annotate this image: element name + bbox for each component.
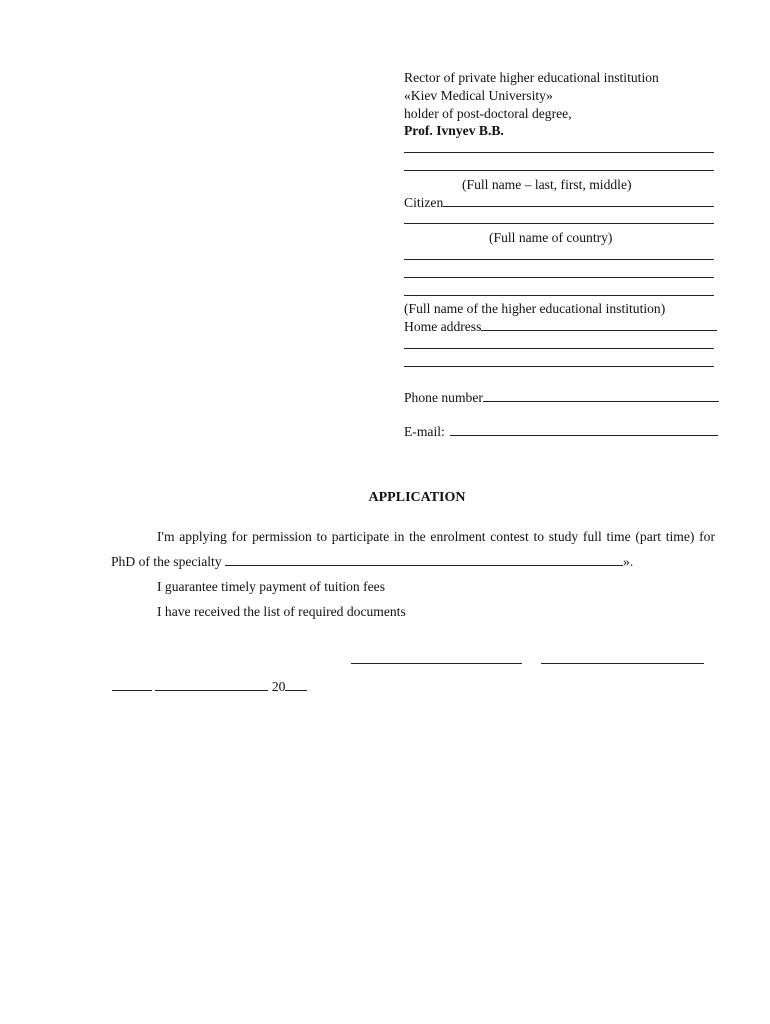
citizen-field[interactable] [443,206,714,207]
home-address-row[interactable] [404,318,717,336]
documents-received: I have received the list of required documents [157,604,406,619]
full-name-field-2[interactable] [404,158,724,176]
home-address-field-3[interactable] [404,354,724,372]
home-address-label: Home address [404,319,482,335]
country-caption: (Full name of country) [489,230,613,246]
application-statement: I'm applying for permission to participate in the enrolment contest to study full time (part time) for PhD of the specialty [111,529,715,569]
specialty-close: ». [623,554,634,569]
phone-field[interactable] [483,401,719,402]
rector-title: Rector of private higher educational institution [404,70,659,85]
home-address-field[interactable] [481,330,717,331]
signature-field[interactable] [351,663,522,664]
email-field[interactable] [450,435,718,436]
name-signature-field[interactable] [541,663,704,664]
university-name: «Kiev Medical University» [404,87,553,103]
year-field[interactable] [285,678,307,691]
phone-label: Phone number [404,389,483,405]
institution-caption: (Full name of the higher educational institution) [404,301,666,317]
institution-field-2[interactable] [404,265,724,283]
year-prefix: 20 [271,679,286,694]
application-body [111,524,715,624]
date-row [112,678,307,695]
rector-degree: holder of post-doctoral degree, [404,105,572,121]
application-paragraph-1 [111,524,715,574]
addressee-block [404,69,724,441]
application-title: APPLICATION [368,490,466,505]
full-name-field-1[interactable] [404,140,724,158]
institution-field-1[interactable] [404,247,724,265]
citizen-row[interactable] [404,194,714,212]
citizen-label: Citizen [404,194,444,210]
institution-field-3[interactable] [404,283,724,301]
month-field[interactable] [155,678,268,691]
specialty-field[interactable] [225,553,623,566]
rector-name: Prof. Ivnyev B.B. [404,123,504,139]
day-field[interactable] [112,678,152,691]
full-name-caption: (Full name – last, first, middle) [462,176,632,192]
home-address-field-2[interactable] [404,336,724,354]
tuition-guarantee: I guarantee timely payment of tuition fees [157,579,385,594]
email-row[interactable] [404,423,718,441]
country-field[interactable] [404,211,724,229]
email-label: E-mail: [404,424,445,440]
phone-row[interactable] [404,389,719,407]
